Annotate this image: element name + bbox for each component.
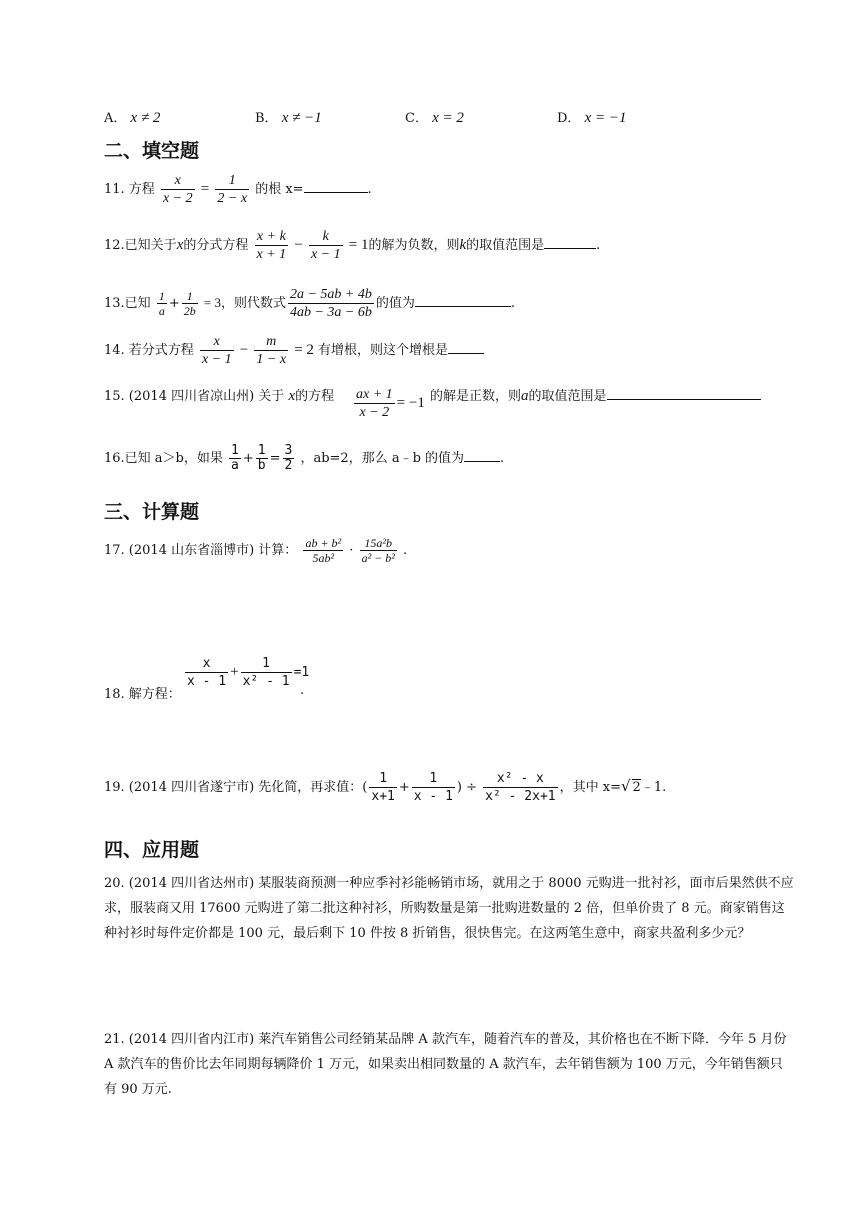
q12-mid: 的分式方程 [183,238,249,253]
question-15-line [104,385,334,405]
question-18-label: 18. 解方程： [104,687,181,702]
option-c [405,107,464,127]
option-c-math: x = 2 [432,110,464,126]
q11-fraction-right: $\frac{1}{2 - x}$ [217,173,248,206]
q15-prefix: 15. (2014 四川省凉山州) 关于 [104,389,285,404]
question-13 [104,286,515,321]
option-b-label: B． [255,111,278,126]
option-a-math: x ≠ 2 [130,110,161,126]
sqrt-icon: √ [620,777,631,795]
q14-fraction-1: $\frac{x}{x - 1}$ [201,334,232,367]
q17-fraction-2: $\frac{\text{15a²b}}{\text{a² − b²}}$ [361,536,395,565]
option-a-label: A． [104,111,127,126]
q19-plus: + [398,780,410,795]
q11-tail: 的根 x= [255,182,304,197]
q16-fraction-b: $\frac{1}{b}$ [257,443,266,473]
q14-answer-blank[interactable] [448,341,484,354]
q17-dot: · [349,543,354,558]
option-b [255,107,322,127]
q12-equals: = 1 [348,237,369,253]
q12-tail1: 的解为负数，则 [368,238,460,253]
q17-end: . [403,543,408,558]
q13-end: . [510,296,516,311]
q12-answer-blank[interactable] [544,236,596,249]
question-18-equation [183,655,309,690]
q15-mid: 的方程 [295,389,335,404]
q16-end: . [500,451,505,466]
q18-plus: + [230,664,239,680]
q18-equals: =1 [293,665,310,680]
section-heading-fill: 二、填空题 [104,140,200,162]
q19-tail2: ﹣1. [640,780,667,795]
option-a [104,107,160,127]
q19-fraction-2: $\frac{1}{x - 1}$ [413,771,453,804]
q19-tail: ，其中 x= [559,780,621,795]
q12-var-k: k [459,237,467,253]
question-20: 20. (2014 四川省达州市) 某服装商预测一种应季衬衫能畅销市场，就用之于 8000 元购进一批衬衫，面市后果然供不应求，服装商又用 17600 元购进了第二批这种衬衫，所购数量是第一批购进数量的 2 倍，但单价贵了 8 元。商家销售这种衬衫时每件定价都是 100 元，最后剩下 10 件按 8 折销售，很快售完。在这两笔生意中，商家共盈利多少元？ [104,876,794,941]
q19-fraction-1: $\frac{1}{x+1}$ [371,771,395,804]
q17-fraction-1: $\frac{\text{ab + b²}}{\text{5ab²}}$ [305,536,342,565]
q14-tail: 有增根，则这个增根是 [318,343,449,358]
question-17 [104,536,407,565]
q12-fraction-1: $\frac{x + k}{x + 1}$ [256,229,287,262]
q14-minus: − [239,342,249,358]
q19-divide: ÷ [466,780,478,795]
q16-prefix: 16.已知 a＞b，如果 [104,451,223,466]
q15-tail1: 的解是正数，则 [430,389,522,404]
question-16 [104,444,504,473]
q13-tail: 的值为 [375,296,415,311]
q19-fraction-3: $\frac{\text{x² - x}}{\text{x² - 2x+1}}$ [485,771,556,804]
q18-fraction-1: $\frac{x}{x - 1}$ [187,656,227,689]
question-21: 21. (2014 四川省内江市) 莱汽车销售公司经销某品牌 A 款汽车，随着汽车的普及，其价格也在不断下降．今年 5 月份 A 款汽车的售价比去年同期每辆降价 1 万元，如果卖出相同数量的 A 款汽车，去年销售额为 100 万元，今年销售额只有 90 万元. [104,1032,787,1097]
q14-prefix: 14. 若分式方程 [104,343,194,358]
q19-sqrt-value: 2 [632,780,641,795]
q16-equals: = [269,451,281,466]
q16-plus: + [242,451,254,466]
question-14 [104,333,484,368]
q14-fraction-2: $\frac{m}{1 - x}$ [256,334,287,367]
q11-prefix: 11. 方程 [104,182,155,197]
q19-prefix: 19. (2014 四川省遂宁市) 先化简，再求值：( [104,780,368,795]
q14-equals: = 2 [294,342,314,358]
option-c-label: C． [405,111,428,126]
q16-fraction-a: $\frac{1}{a}$ [231,443,239,473]
question-12 [104,228,600,263]
q15-equals: = −1 [396,395,425,411]
q13-fraction-a: $\frac{1}{a}$ [158,289,165,318]
q11-equals: = [200,181,210,197]
q12-var-x: x [176,237,184,253]
q16-tail: ，ab=2，那么 a﹣b 的值为 [300,451,465,466]
q12-prefix: 12.已知关于 [104,238,177,253]
question-15-tail [430,385,761,405]
question-11 [104,172,372,207]
q12-tail2: 的取值范围是 [466,238,545,253]
q11-fraction-left: $\frac{x}{x - 2}$ [162,173,193,206]
question-15-fraction [352,386,425,421]
q15-var-x: x [288,388,296,404]
q15-tail2: 的取值范围是 [528,389,607,404]
q13-fraction-expr: $\frac{2a - 5ab + 4b}{4ab - 3a - 6b}$ [289,287,372,320]
section-heading-app: 四、应用题 [104,839,200,861]
question-19 [104,770,666,805]
q13-fraction-b: $\frac{1}{2b}$ [183,289,196,318]
q16-answer-blank[interactable] [464,449,500,462]
option-d-label: D． [557,111,581,126]
q15-answer-blank[interactable] [607,387,761,400]
q12-fraction-2: $\frac{k}{x - 1}$ [310,229,341,262]
q12-minus: − [294,237,303,253]
q11-answer-blank[interactable] [304,180,368,193]
q18-fraction-2: $\frac{1}{\text{x² - 1}}$ [242,656,290,689]
q11-end: . [367,182,372,197]
option-d [557,107,626,127]
q13-answer-blank[interactable] [415,294,511,307]
q13-plus: + [168,296,180,311]
q13-equals: = 3 [203,295,221,310]
q15-var-a: a [521,388,529,404]
section-heading-calc: 三、计算题 [104,501,200,523]
q13-mid: ，则代数式 [220,296,286,311]
q15-fraction: $\frac{ax + 1}{x - 2}$ [356,387,393,420]
q13-prefix: 13.已知 [104,296,151,311]
option-d-math: x = −1 [584,110,627,126]
q17-prefix: 17. (2014 山东省淄博市) 计算： [104,543,298,558]
q19-close-paren: ) [456,780,462,795]
option-b-math: x ≠ −1 [281,110,322,126]
q12-end: . [596,238,601,253]
q18-end: . [300,683,305,698]
q16-fraction-c: $\frac{3}{2}$ [284,443,293,473]
